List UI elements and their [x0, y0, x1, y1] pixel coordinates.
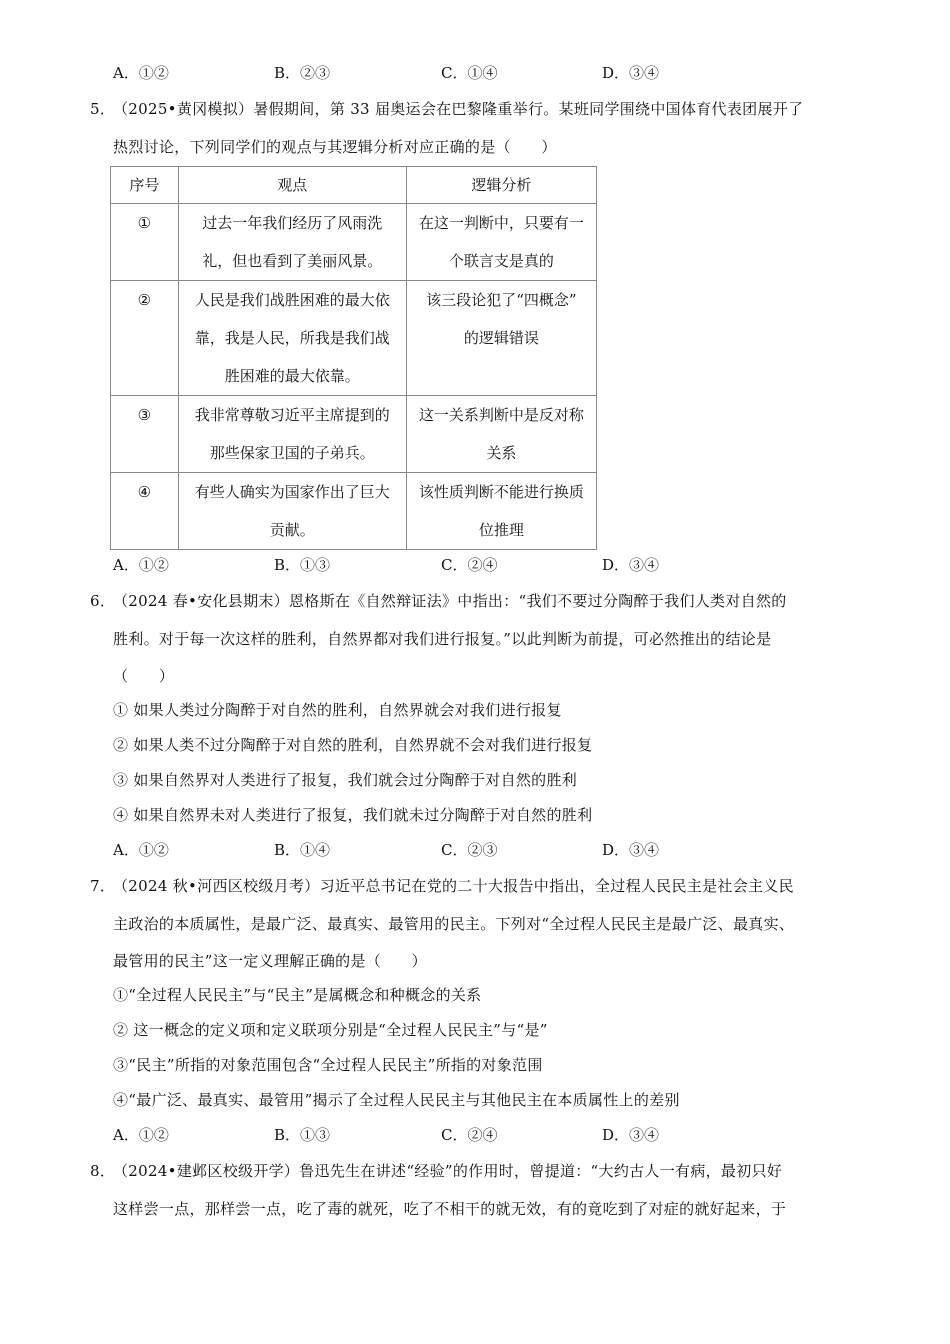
question-7-line-2: 主政治的本质属性，是最广泛、最真实、最管用的民主。下列对“全过程人民民主是最广泛、最真实、 [113, 915, 795, 933]
question-5-line-2: 热烈讨论，下列同学们的观点与其逻辑分析对应正确的是（ ） [113, 138, 557, 156]
cell-line: 位推理 [478, 521, 524, 539]
question-6-line-3: （ ） [113, 667, 175, 685]
table-row [111, 396, 597, 473]
table-header: 序号 [111, 167, 179, 204]
row-number: ② [111, 281, 179, 396]
option-a: A．①② [113, 1126, 169, 1144]
table-row [111, 204, 597, 281]
statement-item: ④“最广泛、最真实、最管用”揭示了全过程人民民主与其他民主在本质属性上的差别 [113, 1091, 680, 1109]
cell-line: 靠，我是人民，所我是我们战 [194, 329, 390, 347]
question-7-line-3: 最管用的民主”这一定义理解正确的是（ ） [113, 952, 427, 970]
analysis-cell [406, 281, 596, 396]
view-cell [178, 204, 406, 281]
option-b: B．②③ [274, 64, 331, 82]
analysis-cell [406, 396, 596, 473]
question-8-line-1 [90, 1160, 782, 1181]
option-d: D．③④ [602, 1126, 660, 1144]
question-number: 8． [90, 1162, 116, 1180]
cell-line: 胜困难的最大依靠。 [224, 367, 360, 385]
question-7-line-1 [90, 875, 794, 896]
option-b: B．①③ [274, 1126, 331, 1144]
table-row [111, 473, 597, 550]
cell-line: 人民是我们战胜困难的最大依 [194, 291, 390, 309]
option-d: D．③④ [602, 556, 660, 574]
row-number: ③ [111, 396, 179, 473]
table-header-row [111, 167, 597, 204]
statement-item: ② 这一概念的定义项和定义联项分别是“全过程人民民主”与“是” [113, 1021, 548, 1039]
cell-line: 在这一判断中，只要有一 [418, 214, 584, 232]
view-cell [178, 396, 406, 473]
cell-line: 那些保家卫国的子弟兵。 [209, 444, 375, 462]
table-header: 观点 [178, 167, 406, 204]
logic-table [110, 166, 597, 550]
question-text: （2024 春•安化县期末）恩格斯在《自然辩证法》中指出：“我们不要过分陶醉于我们人类对自然的 [113, 592, 787, 610]
cell-line: 关系 [486, 444, 517, 462]
option-b: B．①③ [274, 556, 331, 574]
statement-item: ③“民主”所指的对象范围包含“全过程人民民主”所指的对象范围 [113, 1056, 543, 1074]
table-header: 逻辑分析 [406, 167, 596, 204]
question-6-line-1 [90, 590, 787, 611]
option-c: C．②③ [441, 841, 498, 859]
option-d: D．③④ [602, 841, 660, 859]
question-5-line-1 [90, 98, 803, 119]
cell-line: 我非常尊敬习近平主席提到的 [194, 406, 390, 424]
row-number: ④ [111, 473, 179, 550]
question-number: 7． [90, 877, 116, 895]
question-text: （2024 秋•河西区校级月考）习近平总书记在党的二十大报告中指出，全过程人民民主是社会主义民 [113, 877, 794, 895]
option-a: A．①② [113, 64, 169, 82]
view-cell [178, 473, 406, 550]
cell-line: 有些人确实为国家作出了巨大 [194, 483, 390, 501]
option-b: B．①④ [274, 841, 331, 859]
option-c: C．②④ [441, 1126, 498, 1144]
analysis-cell [406, 473, 596, 550]
cell-line: 贡献。 [269, 521, 315, 539]
cell-line: 该三段论犯了“四概念” [426, 291, 577, 309]
statement-item: ① 如果人类过分陶醉于对自然的胜利，自然界就会对我们进行报复 [113, 701, 562, 719]
option-a: A．①② [113, 841, 169, 859]
question-6-line-2: 胜利。对于每一次这样的胜利，自然界都对我们进行报复。”以此判断为前提，可必然推出的结论是 [113, 630, 772, 648]
row-number: ① [111, 204, 179, 281]
question-8-line-2: 这样尝一点，那样尝一点，吃了毒的就死，吃了不相干的就无效，有的竟吃到了对症的就好起来，于 [113, 1200, 787, 1218]
question-number: 5． [90, 100, 116, 118]
statement-item: ④ 如果自然界未对人类进行了报复，我们就未过分陶醉于对自然的胜利 [113, 806, 593, 824]
cell-line: 的逻辑错误 [463, 329, 539, 347]
option-c: C．①④ [441, 64, 498, 82]
question-text: （2024•建邺区校级开学）鲁迅先生在讲述“经验”的作用时，曾提道：“大约古人一有病，最初只好 [113, 1162, 783, 1180]
analysis-cell [406, 204, 596, 281]
cell-line: 这一关系判断中是反对称 [418, 406, 584, 424]
statement-item: ①“全过程人民民主”与“民主”是属概念和种概念的关系 [113, 986, 482, 1004]
question-text: （2025•黄冈模拟）暑假期间，第 33 届奥运会在巴黎隆重举行。某班同学围绕中国体育代表团展开了 [113, 100, 804, 118]
cell-line: 礼，但也看到了美丽风景。 [202, 252, 383, 270]
cell-line: 过去一年我们经历了风雨洗 [202, 214, 383, 232]
option-d: D．③④ [602, 64, 660, 82]
question-number: 6． [90, 592, 116, 610]
cell-line: 个联言支是真的 [448, 252, 554, 270]
cell-line: 该性质判断不能进行换质 [418, 483, 584, 501]
table-row [111, 281, 597, 396]
view-cell [178, 281, 406, 396]
statement-item: ② 如果人类不过分陶醉于对自然的胜利，自然界就不会对我们进行报复 [113, 736, 593, 754]
option-c: C．②④ [441, 556, 498, 574]
option-a: A．①② [113, 556, 169, 574]
statement-item: ③ 如果自然界对人类进行了报复，我们就会过分陶醉于对自然的胜利 [113, 771, 578, 789]
